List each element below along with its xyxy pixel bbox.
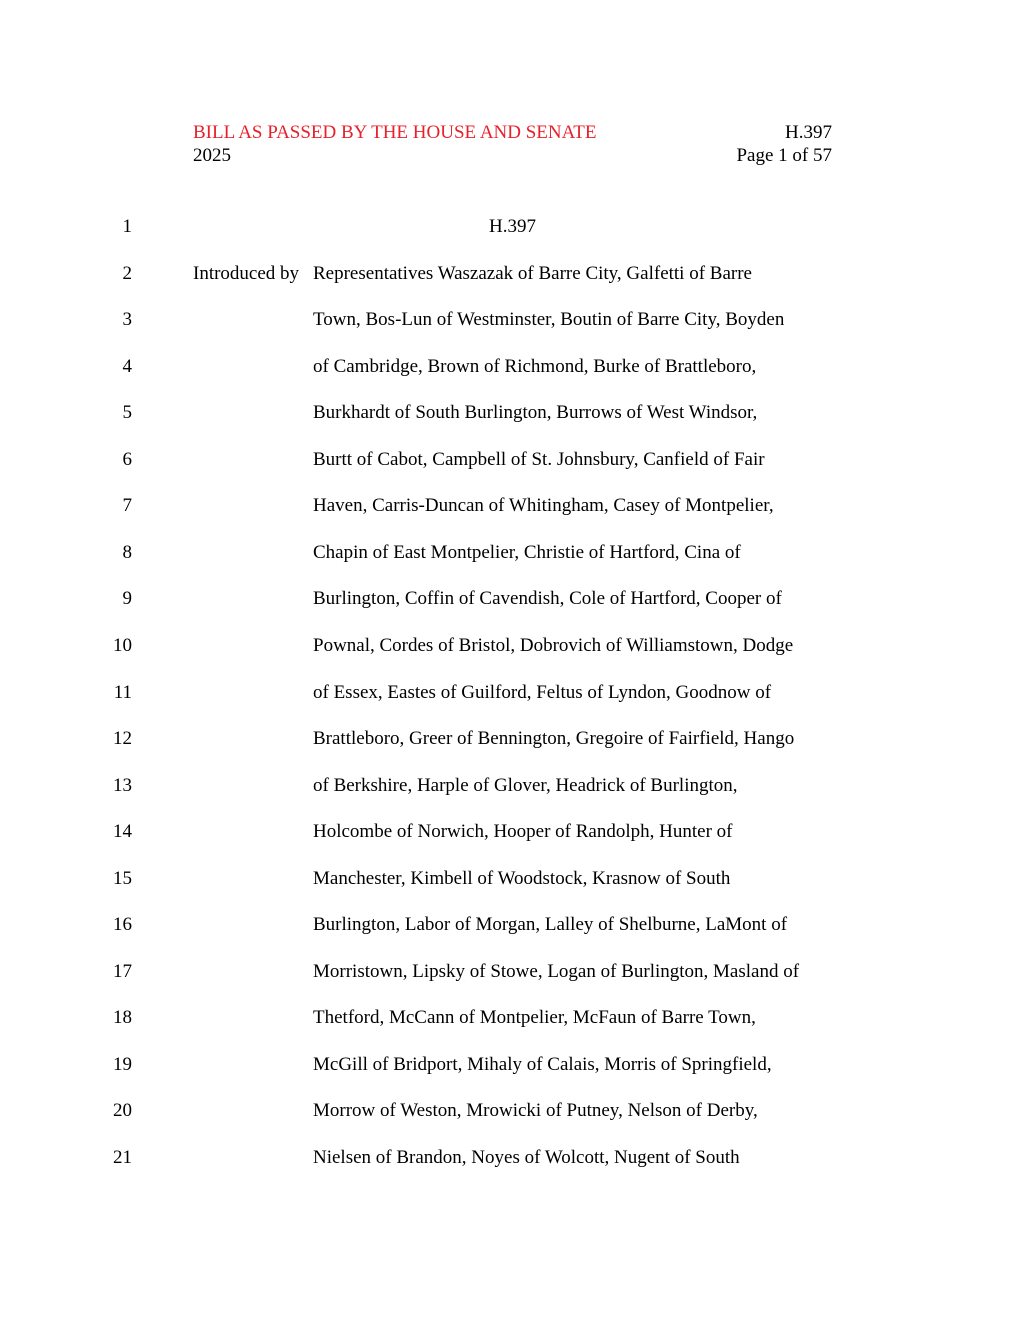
line-number: 20 bbox=[113, 1100, 132, 1122]
line-number: 2 bbox=[122, 262, 132, 284]
line-number: 18 bbox=[113, 1007, 132, 1029]
line-number: 14 bbox=[113, 821, 132, 843]
bill-number: H.397 bbox=[785, 122, 832, 143]
document-line bbox=[0, 261, 1024, 287]
line-number: 21 bbox=[113, 1147, 132, 1168]
document-line bbox=[0, 819, 1024, 845]
document-line bbox=[0, 959, 1024, 985]
document-line bbox=[0, 912, 1024, 938]
sponsor-text: Holcombe of Norwich, Hooper of Randolph, Hunter of bbox=[313, 821, 733, 843]
document-line bbox=[0, 726, 1024, 752]
sponsor-text: Thetford, McCann of Montpelier, McFaun of Barre Town, bbox=[313, 1007, 756, 1029]
line-number: 7 bbox=[122, 495, 132, 517]
sponsor-text: of Cambridge, Brown of Richmond, Burke of Brattleboro, bbox=[313, 355, 757, 377]
line-number: 16 bbox=[113, 914, 132, 936]
document-line bbox=[0, 214, 1024, 240]
document-line bbox=[0, 447, 1024, 473]
bill-status-heading: BILL AS PASSED BY THE HOUSE AND SENATE bbox=[193, 122, 597, 143]
line-number: 3 bbox=[122, 309, 132, 331]
line-number: 8 bbox=[122, 541, 132, 563]
sponsor-text: Burlington, Coffin of Cavendish, Cole of Hartford, Cooper of bbox=[313, 588, 782, 610]
line-number: 17 bbox=[113, 960, 132, 982]
document-line bbox=[0, 1145, 1024, 1171]
sponsor-text: Manchester, Kimbell of Woodstock, Krasnow of South bbox=[313, 867, 731, 889]
document-line bbox=[0, 540, 1024, 566]
sponsor-text: Haven, Carris-Duncan of Whitingham, Casey of Montpelier, bbox=[313, 495, 774, 517]
document-line bbox=[0, 1052, 1024, 1078]
sponsor-text: Burkhardt of South Burlington, Burrows of West Windsor, bbox=[313, 402, 758, 424]
sponsor-text: Pownal, Cordes of Bristol, Dobrovich of Williamstown, Dodge bbox=[313, 635, 794, 656]
document-line bbox=[0, 1098, 1024, 1124]
line-number: 15 bbox=[113, 867, 132, 889]
document-line bbox=[0, 1005, 1024, 1031]
line-number: 6 bbox=[122, 448, 132, 470]
line-number: 13 bbox=[113, 774, 132, 796]
document-line bbox=[0, 680, 1024, 706]
sponsor-text: Representatives Waszazak of Barre City, Galfetti of Barre bbox=[313, 262, 752, 284]
bill-year: 2025 bbox=[193, 145, 231, 166]
line-number: 4 bbox=[122, 355, 132, 377]
document-line bbox=[0, 586, 1024, 612]
line-number: 9 bbox=[122, 588, 132, 610]
line-number: 1 bbox=[122, 216, 132, 237]
document-line bbox=[0, 400, 1024, 426]
document-line bbox=[0, 866, 1024, 892]
sponsor-text: Morrow of Weston, Mrowicki of Putney, Nelson of Derby, bbox=[313, 1100, 758, 1122]
sponsor-text: Brattleboro, Greer of Bennington, Gregoire of Fairfield, Hango bbox=[313, 728, 795, 749]
page-indicator: Page 1 of 57 bbox=[736, 145, 832, 166]
sponsor-text: Burtt of Cabot, Campbell of St. Johnsbury, Canfield of Fair bbox=[313, 448, 765, 470]
sponsor-text: Town, Bos-Lun of Westminster, Boutin of Barre City, Boyden bbox=[313, 309, 785, 331]
line-number: 5 bbox=[122, 402, 132, 424]
line-number: 10 bbox=[113, 635, 132, 656]
sponsor-text: Chapin of East Montpelier, Christie of Hartford, Cina of bbox=[313, 541, 741, 563]
document-line bbox=[0, 493, 1024, 519]
document-line bbox=[0, 633, 1024, 659]
bill-title: H.397 bbox=[489, 216, 536, 237]
sponsor-text: McGill of Bridport, Mihaly of Calais, Morris of Springfield, bbox=[313, 1053, 772, 1075]
line-number: 11 bbox=[113, 681, 132, 703]
sponsor-text: Nielsen of Brandon, Noyes of Wolcott, Nugent of South bbox=[313, 1147, 740, 1168]
introduced-by-label: Introduced by bbox=[193, 262, 300, 284]
line-number: 12 bbox=[113, 728, 132, 749]
line-number: 19 bbox=[113, 1053, 132, 1075]
sponsor-text: Burlington, Labor of Morgan, Lalley of Shelburne, LaMont of bbox=[313, 914, 788, 936]
sponsor-text: Morristown, Lipsky of Stowe, Logan of Burlington, Masland of bbox=[313, 960, 800, 982]
document-line bbox=[0, 773, 1024, 799]
document-line bbox=[0, 354, 1024, 380]
sponsor-text: of Berkshire, Harple of Glover, Headrick of Burlington, bbox=[313, 774, 738, 796]
sponsor-text: of Essex, Eastes of Guilford, Feltus of Lyndon, Goodnow of bbox=[313, 681, 772, 703]
document-line bbox=[0, 307, 1024, 333]
